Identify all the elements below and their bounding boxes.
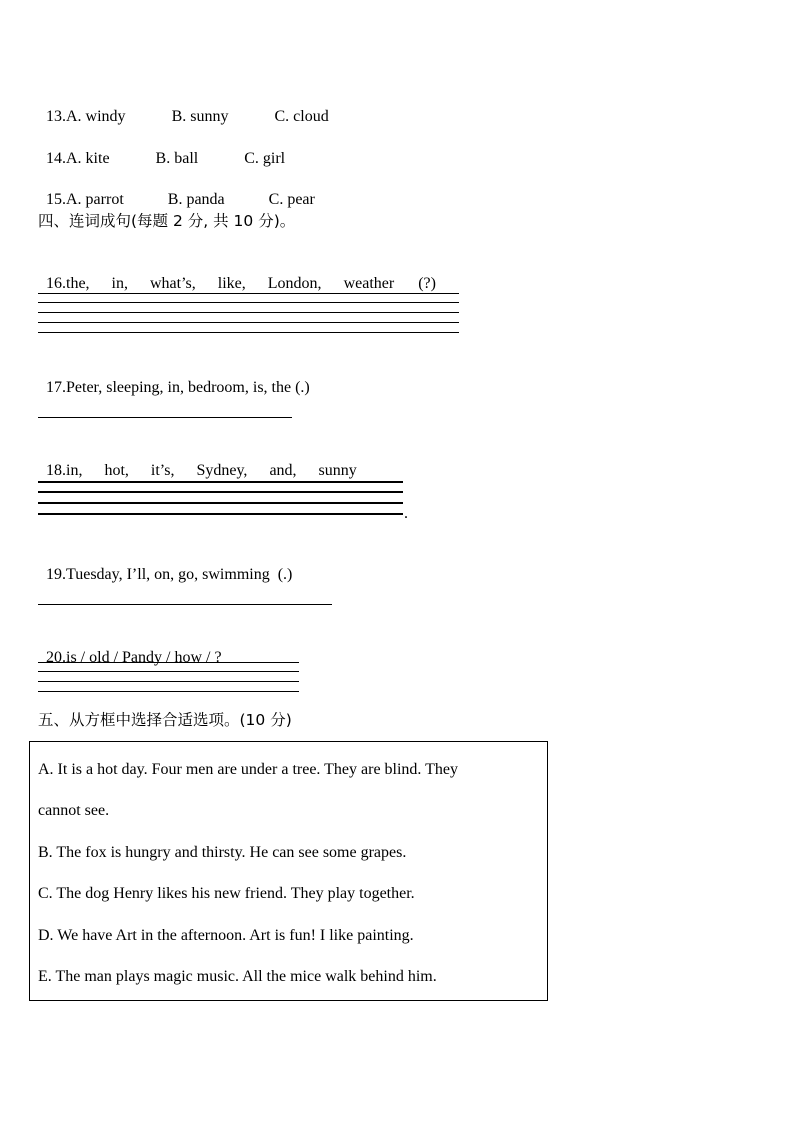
question-14 (38, 129, 285, 169)
answer-line (38, 312, 459, 313)
answer-line (38, 481, 403, 483)
answer-line (38, 691, 299, 692)
answer-line (38, 417, 292, 418)
answer-line (38, 671, 299, 672)
answer-line (38, 604, 332, 605)
word: London, (267, 275, 322, 292)
question-13 (38, 87, 329, 127)
option-b: B. The fox is hungry and thirsty. He can see some grapes. (38, 844, 407, 861)
answer-line (38, 681, 299, 682)
option-b: B. ball (155, 150, 199, 167)
option-b: B. sunny (171, 108, 229, 125)
option-c: C. cloud (274, 108, 329, 125)
question-number: 17. (46, 379, 66, 396)
word: the, (66, 275, 90, 292)
word: sunny (318, 462, 357, 479)
question-text: Tuesday, I’ll, on, go, swimming (.) (66, 566, 293, 583)
question-16 (38, 254, 436, 294)
section-5-heading: 五、从方框中选择合适选项。(10 分) (38, 711, 292, 729)
word: weather (343, 275, 395, 292)
word: hot, (104, 462, 129, 479)
word: what’s, (150, 275, 196, 292)
options-box (29, 741, 548, 1001)
answer-line (38, 513, 403, 515)
question-number: 14. (46, 150, 66, 167)
word: it’s, (150, 462, 175, 479)
answer-line (38, 491, 403, 493)
word: like, (217, 275, 246, 292)
question-text: is / old / Pandy / how / ? (66, 649, 222, 666)
option-e: E. The man plays magic music. All the mice walk behind him. (38, 968, 437, 985)
question-number: 16. (46, 275, 66, 292)
question-19 (38, 545, 292, 585)
question-number: 18. (46, 462, 66, 479)
end-mark: . (404, 505, 408, 522)
option-a: A. windy (66, 108, 126, 125)
question-number: 19. (46, 566, 66, 583)
word: in, (66, 462, 83, 479)
word: and, (269, 462, 297, 479)
option-c: C. girl (244, 150, 286, 167)
word: (?) (418, 275, 436, 292)
section-4-heading: 四、连词成句(每题 2 分, 共 10 分)。 (38, 212, 296, 230)
answer-line (38, 662, 299, 663)
answer-line (38, 502, 403, 504)
option-c: C. pear (268, 191, 315, 208)
answer-line (38, 302, 459, 303)
word: in, (111, 275, 128, 292)
option-a: A. kite (66, 150, 110, 167)
option-a-line-2: cannot see. (38, 802, 110, 819)
question-number: 15. (46, 191, 66, 208)
answer-line (38, 322, 459, 323)
option-d: D. We have Art in the afternoon. Art is fun! I like painting. (38, 927, 414, 944)
answer-line (38, 332, 459, 333)
question-18 (38, 441, 357, 481)
question-number: 20. (46, 649, 66, 666)
option-a-line-1: A. It is a hot day. Four men are under a tree. They are blind. They (38, 761, 459, 778)
question-number: 13. (46, 108, 66, 125)
option-a: A. parrot (66, 191, 124, 208)
answer-line (38, 293, 459, 294)
option-b: B. panda (167, 191, 225, 208)
question-17 (38, 358, 310, 398)
question-15 (38, 170, 315, 210)
option-c: C. The dog Henry likes his new friend. They play together. (38, 885, 415, 902)
question-text: Peter, sleeping, in, bedroom, is, the (.) (66, 379, 310, 396)
word: Sydney, (196, 462, 248, 479)
